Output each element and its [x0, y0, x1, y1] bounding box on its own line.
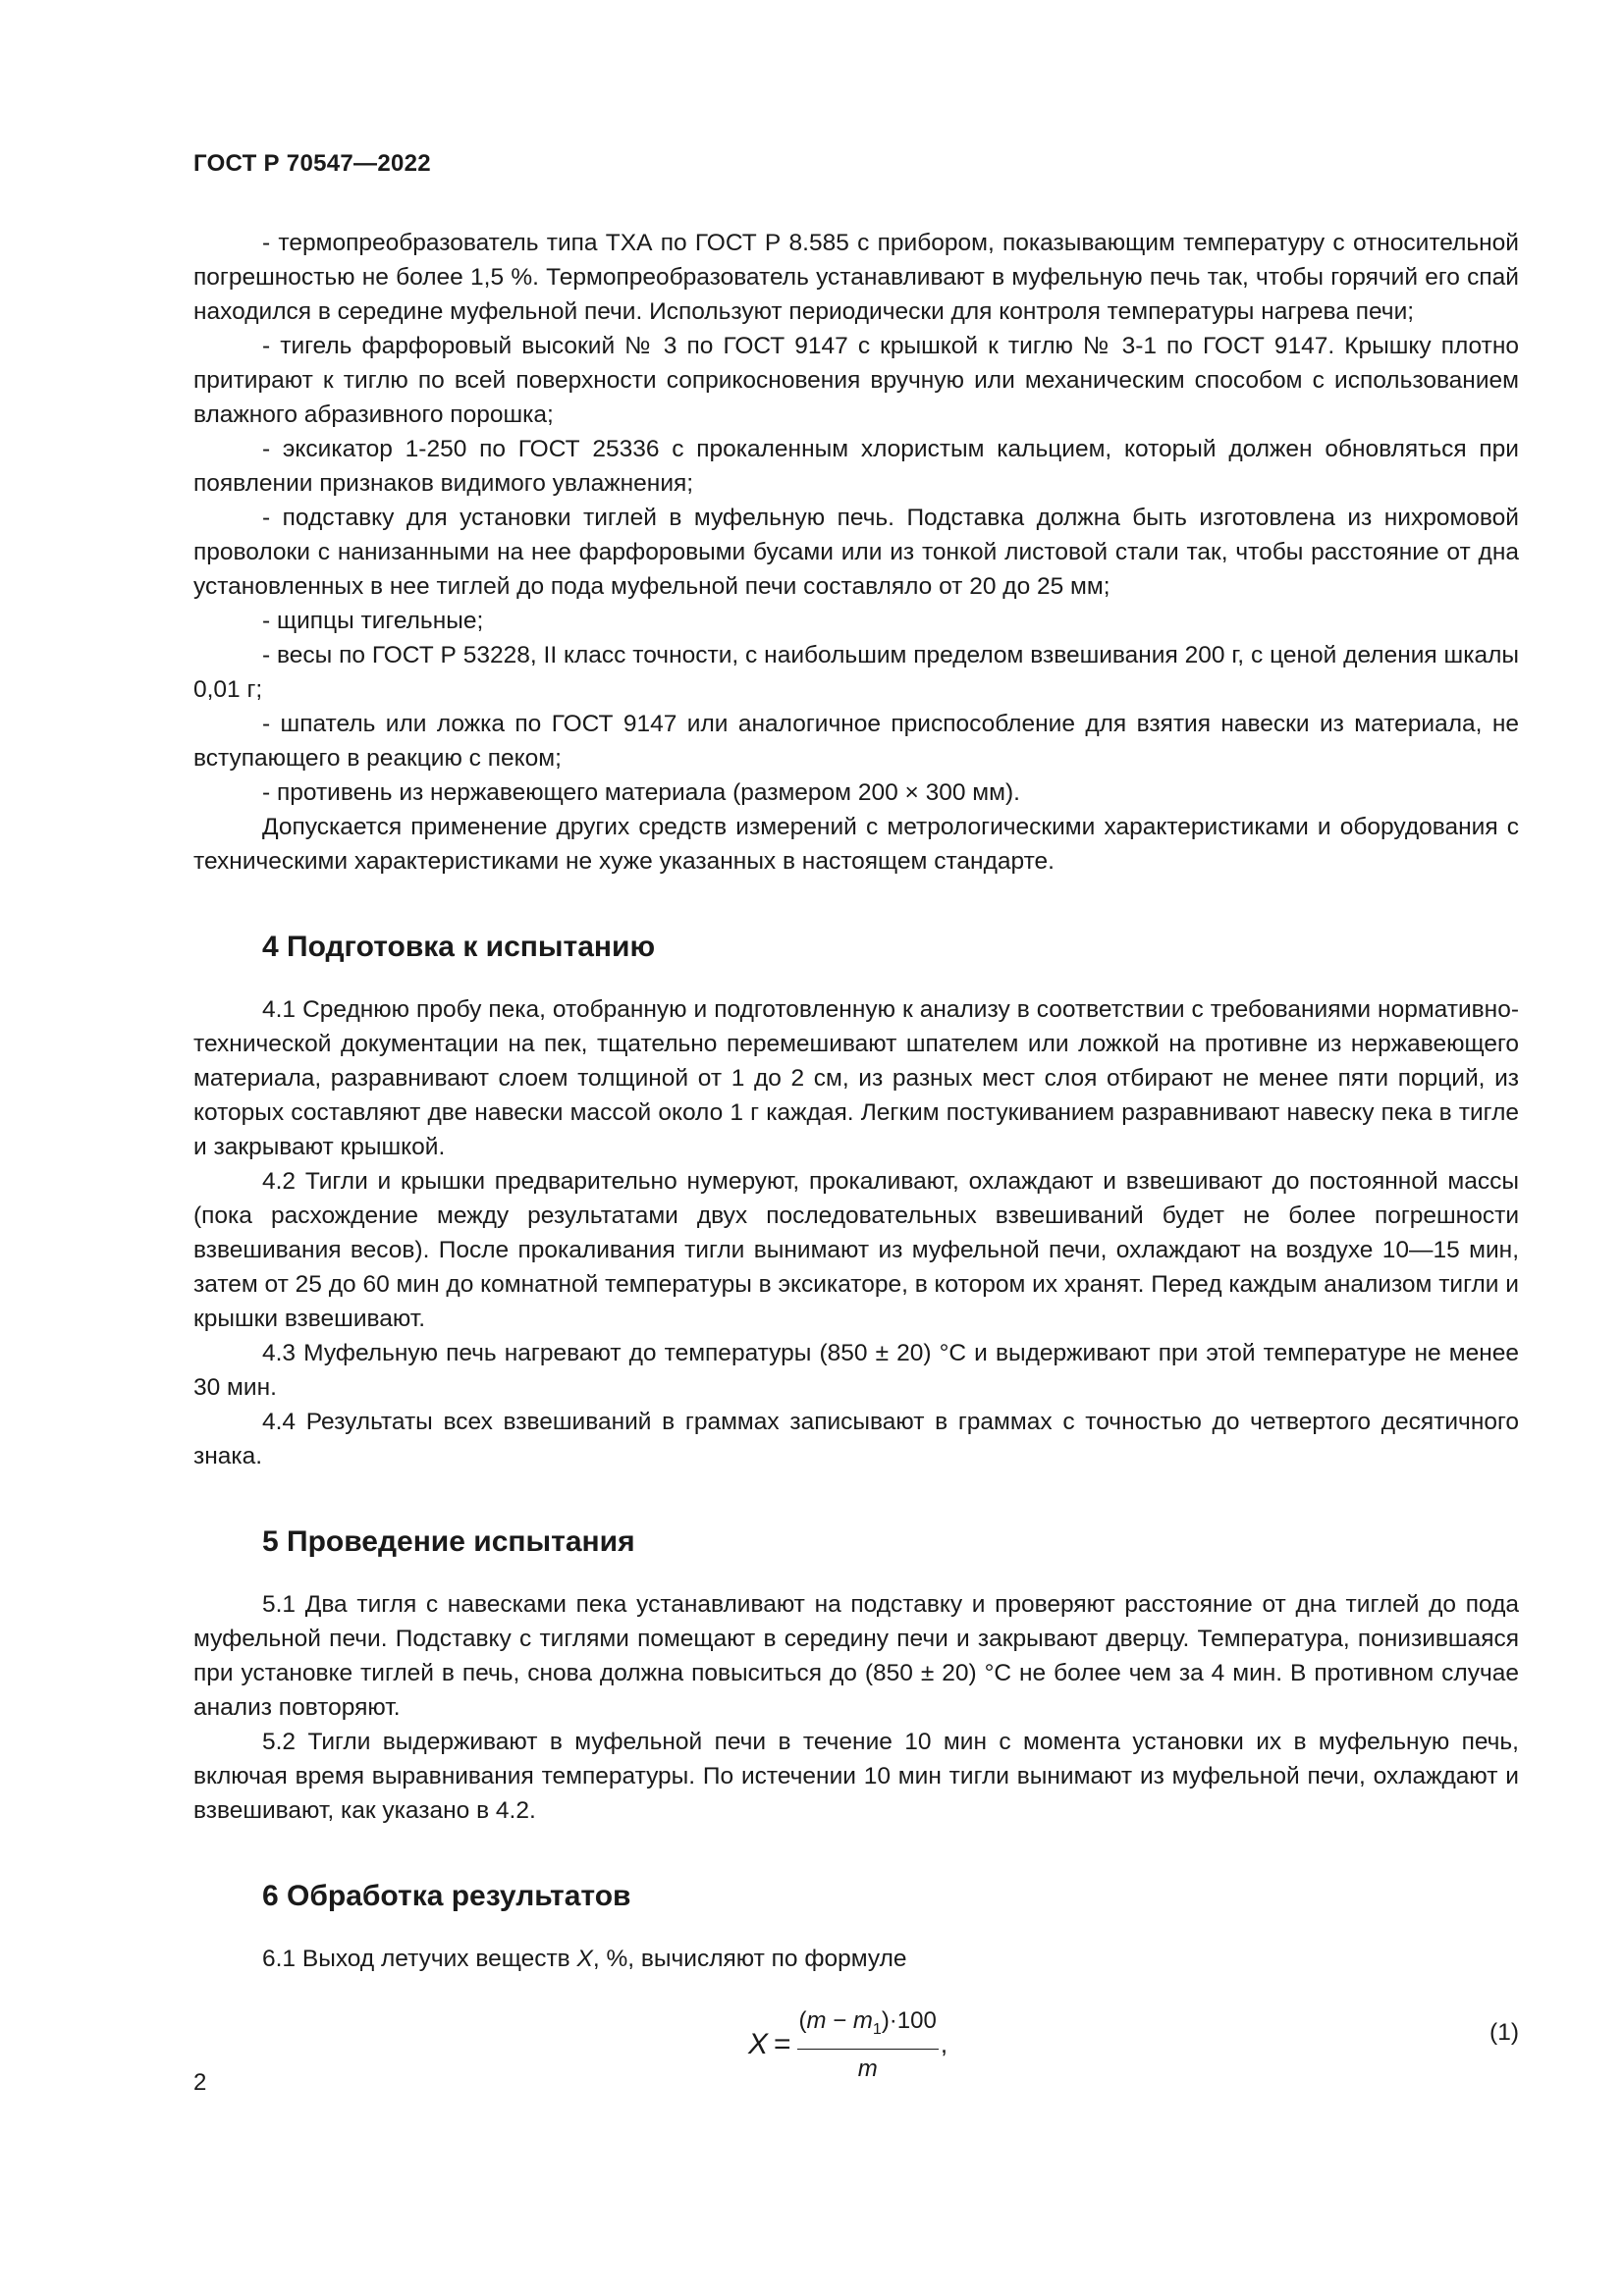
section-4-heading: 4 Подготовка к испытанию — [262, 931, 656, 963]
formula-fraction — [797, 2003, 939, 2086]
list-item: - противень из нержавеющего материала (размером 200 × 300 мм). — [262, 779, 1020, 806]
formula-block — [193, 1998, 1519, 2086]
list-item: - термопреобразователь типа ТХА по ГОСТ Р 8.585 с прибором, показывающим температуру с относительной погрешностью не более 1,5 %. Термопреобразователь устанавливают в муфельную печь так, чтобы горячий его спай находился в середине муфельной печи. Используют периодически для контроля температуры нагрева печи; — [193, 230, 1519, 325]
list-item: - шпатель или ложка по ГОСТ 9147 или аналогичное приспособление для взятия навески из материала, не вступающего в реакцию с пеком; — [193, 711, 1519, 772]
paragraph-6-1 — [193, 1942, 1519, 1976]
list-item: - весы по ГОСТ Р 53228, II класс точности, с наибольшим пределом взвешивания 200 г, с ценой деления шкалы 0,01 г; — [193, 642, 1519, 703]
numerator-m1: m — [852, 2007, 873, 2034]
list-item: - эксикатор 1-250 по ГОСТ 25336 с прокаленным хлористым кальцием, который должен обновляться при появлении признаков видимого увлажнения; — [193, 436, 1519, 497]
paragraph-6-1-suffix: , %, вычисляют по формуле — [592, 1946, 907, 1972]
formula-comma: , — [940, 2029, 948, 2059]
numerator-subscript: 1 — [872, 2020, 882, 2038]
formula-lhs: X — [748, 2028, 769, 2061]
paragraph-5-2: 5.2 Тигли выдерживают в муфельной печи в течение 10 мин с момента установки их в муфельную печь, включая время выравнивания температуры. По истечении 10 мин тигли вынимают из муфельной печи, охлаждают и взвешивают, как указано в 4.2. — [193, 1729, 1519, 1824]
paragraph-4-3: 4.3 Муфельную печь нагревают до температуры (850 ± 20) °C и выдерживают при этой температуре не менее 30 мин. — [193, 1340, 1519, 1401]
section-5-heading: 5 Проведение испытания — [262, 1525, 635, 1558]
formula-number: (1) — [1489, 2019, 1519, 2046]
page-number: 2 — [193, 2069, 207, 2096]
numerator-close: )·100 — [881, 2007, 937, 2034]
variable-x: X — [576, 1946, 593, 1972]
numerator-m: m — [806, 2007, 827, 2034]
list-item: - подставку для установки тиглей в муфельную печь. Подставка должна быть изготовлена из нихромовой проволоки с нанизанными на нее фарфоровыми бусами или из тонкой листовой стали так, чтобы расстояние от дна установленных в нее тиглей до пода муфельной печи составляло от 20 до 25 мм; — [193, 505, 1519, 600]
admission-paragraph: Допускается применение других средств измерений с метрологическими характеристиками и оборудования с техническими характеристиками не хуже указанных в настоящем стандарте. — [193, 814, 1519, 875]
section-6-heading: 6 Обработка результатов — [262, 1880, 631, 1912]
paragraph-4-1: 4.1 Среднюю пробу пека, отобранную и подготовленную к анализу в соответствии с требованиями нормативно-технической документации на пек, тщательно перемешивают шпателем или ложкой на противне из нержавеющего материала, разравнивают слоем толщиной от 1 до 2 см, из разных мест слоя отбирают не менее пяти порций, из которых составляют две навески массой около 1 г каждая. Легким постукиванием разравнивают навеску пека в тигле и закрывают крышкой. — [193, 996, 1519, 1160]
numerator-open: ( — [798, 2007, 807, 2034]
list-item: - щипцы тигельные; — [262, 608, 484, 634]
list-item: - тигель фарфоровый высокий № 3 по ГОСТ 9147 с крышкой к тиглю № 3-1 по ГОСТ 9147. Крышку плотно притирают к тиглю по всей поверхности соприкосновения вручную или механическим способом с использованием влажного абразивного порошка; — [193, 333, 1519, 428]
formula-numerator — [797, 2003, 939, 2050]
paragraph-5-1: 5.1 Два тигля с навесками пека устанавливают на подставку и проверяют расстояние от дна тиглей до пода муфельной печи. Подставку с тиглями помещают в середину печи и закрывают дверцу. Температура, понизившаяся при установке тиглей в печь, снова должна повыситься до (850 ± 20) °C не более чем за 4 мин. В противном случае анализ повторяют. — [193, 1591, 1519, 1721]
page-body — [193, 226, 1519, 2086]
formula-denominator: m — [857, 2055, 878, 2082]
formula-equals: = — [774, 2028, 791, 2061]
numerator-minus: − — [826, 2007, 853, 2034]
paragraph-4-4: 4.4 Результаты всех взвешиваний в граммах записывают в граммах с точностью до четвертого десятичного знака. — [193, 1409, 1519, 1469]
document-code: ГОСТ Р 70547—2022 — [193, 150, 431, 177]
paragraph-6-1-prefix: 6.1 Выход летучих веществ — [262, 1946, 577, 1972]
paragraph-4-2: 4.2 Тигли и крышки предварительно нумеруют, прокаливают, охлаждают и взвешивают до постоянной массы (пока расхождение между результатами двух последовательных взвешиваний будет не более погрешности взвешивания весов). После прокаливания тигли вынимают из муфельной печи, охлаждают на воздухе 10—15 мин, затем от 25 до 60 мин до комнатной температуры в эксикаторе, в котором их хранят. Перед каждым анализом тигли и крышки взвешивают. — [193, 1168, 1519, 1332]
formula — [748, 2003, 947, 2086]
